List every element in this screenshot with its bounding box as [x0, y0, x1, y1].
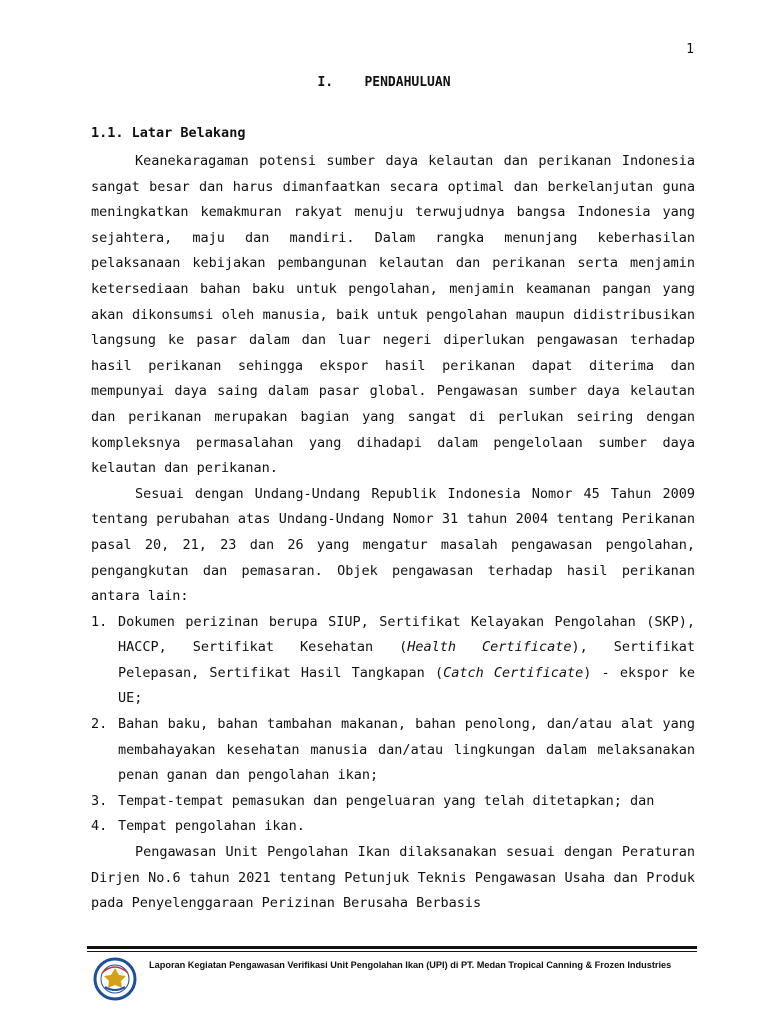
chapter-name: PENDAHULUAN [364, 75, 451, 90]
list-item-text: ), Sertifikat Pelepasan, Sertifikat Hasil Tangkapan ( [118, 639, 695, 681]
list-item-text: ) - ekspor ke UE; [118, 664, 696, 707]
paragraph: Keanekaragaman potensi sumber daya kelautan dan perikanan Indonesia sangat besar dan harus dimanfaatkan secara optimal dan berkelanjutan guna meningkatkan kemakmuran rakyat menuju terwujudnya bangsa Indonesia yang sejahtera, maju dan mandiri. Dalam rangka menunjang keberhasilan pelaksanaan kebijakan pembangunan kelautan dan perikanan serta menjamin ketersediaan bahan baku untuk pengolahan, menjamin keamanan pangan yang akan dikonsumsi oleh manusia, baik untuk pengolahan maupun didistribusikan langsung ke pasar dalam dan luar negeri diperlukan pengawasan terhadap hasil perikanan sehingga ekspor hasil perikanan dapat diterima dan mempunyai daya saing dalam pasar global. Pengawasan sumber daya kelautan dan perikanan merupakan bagian yang sangat di perlukan seiring dengan kompleksnya permasalahan yang dihadapi dalam pengelolaan sumber daya kelautan dan perikanan. [91, 153, 695, 477]
paragraph: Pengawasan Unit Pengolahan Ikan dilaksanakan sesuai dengan Peraturan Dirjen No.6 tahun 2021 tentang Petunjuk Teknis Pengawasan Usaha dan Produk pada Penyelenggaraan Perizinan Berusaha Berbasis [91, 844, 695, 912]
document-body [91, 149, 695, 917]
list-item-number: 3. [91, 792, 108, 809]
list-item-text: Tempat pengolahan ikan. [118, 818, 305, 835]
list-item [91, 610, 695, 712]
list-item [91, 712, 695, 789]
section-title: Latar Belakang [131, 125, 246, 141]
page-number: 1 [686, 42, 694, 57]
list-item-emphasis: Catch Certificate [443, 664, 584, 681]
chapter-numeral: I. [317, 75, 334, 90]
footer-divider [87, 946, 697, 949]
paragraph: Sesuai dengan Undang-Undang Republik Indonesia Nomor 45 Tahun 2009 tentang perubahan atas Undang-Undang Nomor 31 tahun 2004 tentang Perikanan pasal 20, 21, 23 dan 26 yang mengatur masalah pengawasan pengolahan, pengangkutan dan pemasaran. Objek pengawasan terhadap hasil perikanan antara lain: [91, 485, 695, 605]
objects-list [91, 610, 695, 840]
chapter-title [0, 75, 768, 90]
section-number: 1.1. [91, 125, 124, 141]
list-item [91, 814, 695, 840]
list-item-number: 4. [91, 818, 108, 835]
list-item-text: Tempat-tempat pemasukan dan pengeluaran yang telah ditetapkan; dan [118, 792, 655, 809]
footer-report-title: Laporan Kegiatan Pengawasan Verifikasi Unit Pengolahan Ikan (UPI) di PT. Medan Tropical Canning & Frozen Industries [149, 960, 672, 970]
ministry-seal-icon [93, 957, 137, 1001]
list-item-text: Dokumen perizinan berupa SIUP, Sertifikat Kelayakan Pengolahan (SKP), HACCP, Sertifikat Kesehatan ( [118, 613, 695, 656]
list-item-number: 2. [91, 716, 108, 733]
list-item-emphasis: Health Certificate [407, 639, 572, 656]
footer-divider [87, 951, 697, 952]
section-heading [91, 125, 245, 141]
list-item-text: Bahan baku, bahan tambahan makanan, bahan penolong, dan/atau alat yang membahayakan kesehatan manusia dan/atau lingkungan dalam melaksanakan penan ganan dan pengolahan ikan; [118, 716, 695, 784]
list-item-number: 1. [91, 613, 108, 630]
list-item [91, 789, 695, 815]
